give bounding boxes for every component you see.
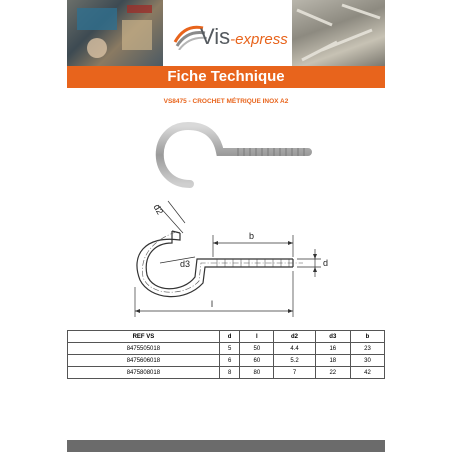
header-d: d — [219, 331, 240, 343]
product-photo — [140, 112, 320, 202]
table-cell: 5.2 — [274, 355, 315, 367]
header-b: b — [351, 331, 385, 343]
table-cell: 60 — [240, 355, 274, 367]
label-d: d — [323, 258, 329, 268]
footer-bar — [67, 440, 385, 452]
header-l: l — [240, 331, 274, 343]
table-cell: 8475808018 — [68, 367, 220, 379]
label-b: b — [249, 231, 255, 241]
label-d3: d3 — [180, 259, 191, 269]
banner-title: Fiche Technique — [67, 66, 385, 88]
table-cell: 23 — [351, 343, 385, 355]
table-cell: 4.4 — [274, 343, 315, 355]
table-cell: 22 — [315, 367, 350, 379]
table-row — [68, 355, 385, 367]
header-d3: d3 — [315, 331, 350, 343]
table-cell: 50 — [240, 343, 274, 355]
table-cell: 42 — [351, 367, 385, 379]
label-d2: d2 — [151, 202, 166, 217]
table-cell: 8475606018 — [68, 355, 220, 367]
logo — [163, 0, 292, 66]
header-ref: REF VS — [68, 331, 220, 343]
table-row — [68, 343, 385, 355]
table-cell: 8 — [219, 367, 240, 379]
table-cell: 5 — [219, 343, 240, 355]
screws-photo — [292, 0, 385, 66]
workshop-photo — [67, 0, 163, 66]
technical-drawing — [125, 195, 335, 325]
table-cell: 80 — [240, 367, 274, 379]
table-cell: 8475505018 — [68, 343, 220, 355]
product-title: VS8475 - CROCHET MÉTRIQUE INOX A2 — [163, 98, 289, 105]
header-d2: d2 — [274, 331, 315, 343]
header-photo-tools — [67, 0, 163, 66]
label-l: l — [211, 299, 213, 309]
table-cell: 30 — [351, 355, 385, 367]
table-cell: 18 — [315, 355, 350, 367]
header-photo-screws — [292, 0, 385, 66]
table-header-row — [68, 331, 385, 343]
table-cell: 7 — [274, 367, 315, 379]
table-cell: 6 — [219, 355, 240, 367]
table-row — [68, 367, 385, 379]
brand-name: Vis-express — [200, 24, 288, 49]
table-cell: 16 — [315, 343, 350, 355]
dimensions-table — [67, 330, 385, 379]
